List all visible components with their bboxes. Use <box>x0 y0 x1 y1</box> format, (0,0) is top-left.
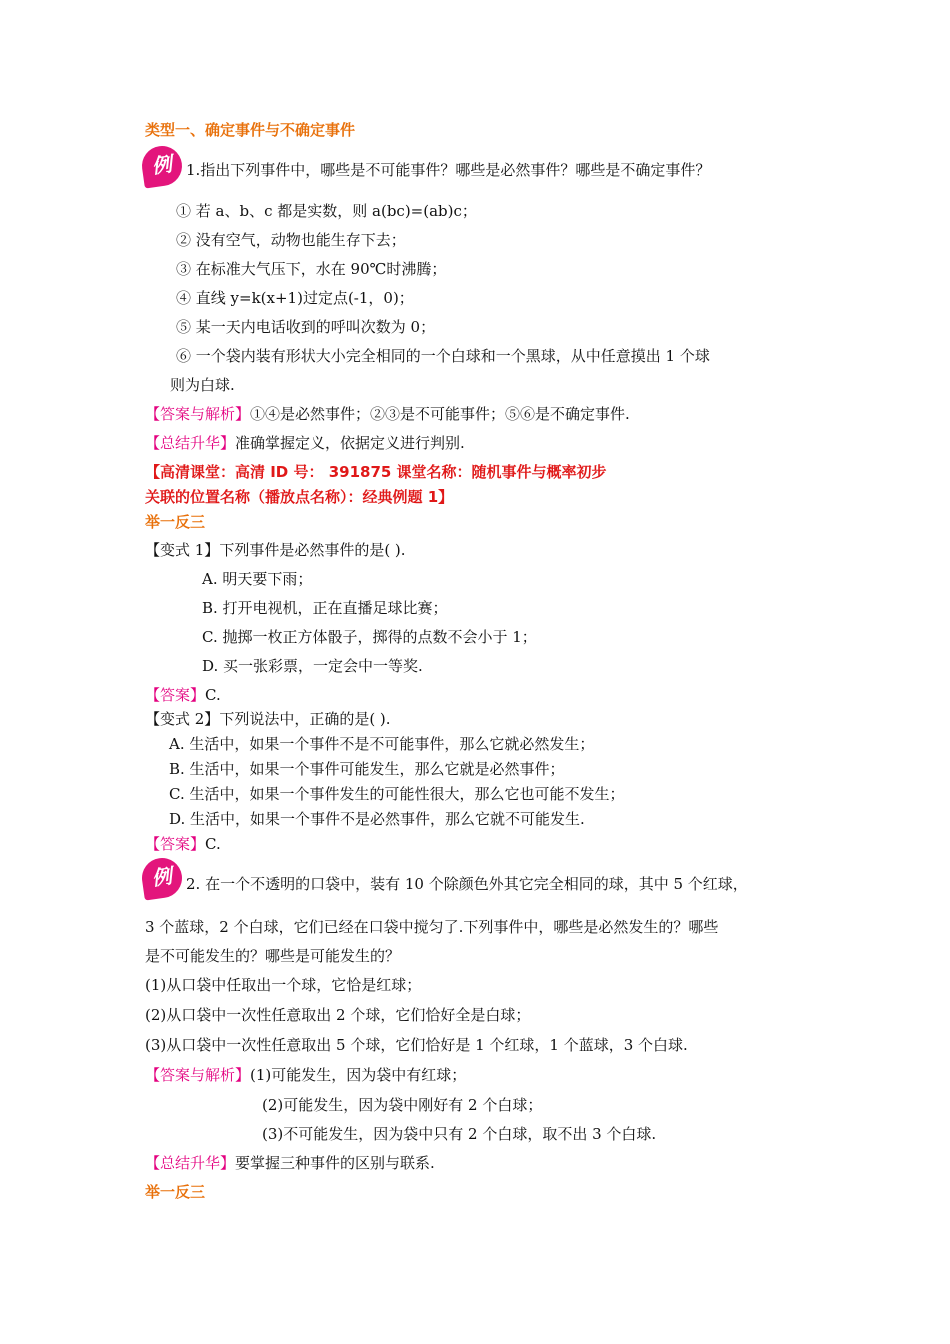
section-title: 类型一、确定事件与不确定事件 <box>145 121 356 139</box>
ex2-item: (2)从口袋中一次性任意取出 2 个球，它们恰好全是白球； <box>145 1006 531 1024</box>
var1-option-c: C. 抛掷一枚正方体骰子，掷得的点数不会小于 1； <box>202 628 537 646</box>
var1-option-d: D. 买一张彩票，一定会中一等奖. <box>202 657 423 675</box>
summary-text: 准确掌握定义，依据定义进行判别. <box>235 434 465 452</box>
summary-label: 【总结升华】 <box>145 434 236 452</box>
ex1-item: ① 若 a、b、c 都是实数，则 a(bc)=(ab)c； <box>176 202 477 220</box>
ex2-answer-2: (2)可能发生，因为袋中刚好有 2 个白球； <box>262 1096 543 1114</box>
answer-text: (1)可能发生，因为袋中有红球； <box>250 1066 467 1084</box>
ex1-item: ③ 在标准大气压下，水在 90℃时沸腾； <box>176 260 447 278</box>
practice-heading: 举一反三 <box>145 513 206 531</box>
ex1-item: ⑤ 某一天内电话收到的呼叫次数为 0； <box>176 318 436 336</box>
ex2-summary <box>145 1153 435 1173</box>
var2-option-a: A. 生活中，如果一个事件不是不可能事件，那么它就必然发生； <box>169 735 595 753</box>
ex1-summary <box>145 433 465 453</box>
ex1-answer <box>145 404 630 424</box>
var1-option-a: A. 明天要下雨； <box>202 570 313 588</box>
ex1-item: ② 没有空气，动物也能生存下去； <box>176 231 406 249</box>
var2-label: 【变式 2】 <box>145 710 220 728</box>
example-badge-icon: 例 <box>139 855 184 900</box>
answer-text: C. <box>205 835 221 853</box>
var1-question <box>145 540 406 560</box>
practice-heading: 举一反三 <box>145 1183 206 1201</box>
ex2-answer-3: (3)不可能发生，因为袋中只有 2 个白球，取不出 3 个白球. <box>262 1125 657 1143</box>
ex1-question: 1.指出下列事件中，哪些是不可能事件？哪些是必然事件？哪些是不确定事件？ <box>186 161 711 179</box>
answer-label: 【答案】 <box>145 686 206 704</box>
var2-question <box>145 709 391 729</box>
ex2-item: (3)从口袋中一次性任意取出 5 个球，它们恰好是 1 个红球，1 个蓝球，3 个白球. <box>145 1036 688 1054</box>
var1-answer <box>145 685 221 705</box>
summary-label: 【总结升华】 <box>145 1154 236 1172</box>
summary-text: 要掌握三种事件的区别与联系. <box>235 1154 435 1172</box>
example-badge-icon: 例 <box>139 143 184 188</box>
ex2-question-line2: 3 个蓝球，2 个白球，它们已经在口袋中搅匀了.下列事件中，哪些是必然发生的？哪些 <box>145 918 719 936</box>
ex1-item-continuation: 则为白球. <box>170 376 235 394</box>
answer-label: 【答案与解析】 <box>145 405 251 423</box>
var2-option-c: C. 生活中，如果一个事件发生的可能性很大，那么它也可能不发生； <box>169 785 625 803</box>
answer-text: C. <box>205 686 221 704</box>
ex2-item: (1)从口袋中任取出一个球，它恰是红球； <box>145 976 422 994</box>
ex1-item: ⑥ 一个袋内装有形状大小完全相同的一个白球和一个黑球，从中任意摸出 1 个球 <box>176 347 710 365</box>
answer-text: ①④是必然事件；②③是不可能事件；⑤⑥是不确定事件. <box>250 405 630 423</box>
answer-label: 【答案与解析】 <box>145 1066 251 1084</box>
ex2-answer <box>145 1065 466 1085</box>
video-reference-line2: 关联的位置名称（播放点名称）：经典例题 1】 <box>145 488 454 506</box>
var1-question-text: 下列事件是必然事件的是( ). <box>219 541 406 559</box>
ex2-question-line1: 2. 在一个不透明的口袋中，装有 10 个除颜色外其它完全相同的球，其中 5 个红球， <box>186 875 748 893</box>
video-reference-line1: 【高清课堂：高清 ID 号： 391875 课堂名称：随机事件与概率初步 <box>145 463 607 481</box>
answer-label: 【答案】 <box>145 835 206 853</box>
var2-option-d: D. 生活中，如果一个事件不是必然事件，那么它就不可能发生. <box>169 810 585 828</box>
ex1-item: ④ 直线 y=k(x+1)过定点(-1，0)； <box>176 289 414 307</box>
var2-question-text: 下列说法中，正确的是( ). <box>219 710 391 728</box>
var2-answer <box>145 834 221 854</box>
var1-option-b: B. 打开电视机，正在直播足球比赛； <box>202 599 448 617</box>
var2-option-b: B. 生活中，如果一个事件可能发生，那么它就是必然事件； <box>169 760 565 778</box>
var1-label: 【变式 1】 <box>145 541 220 559</box>
ex2-question-line3: 是不可能发生的？哪些是可能发生的？ <box>145 947 401 965</box>
